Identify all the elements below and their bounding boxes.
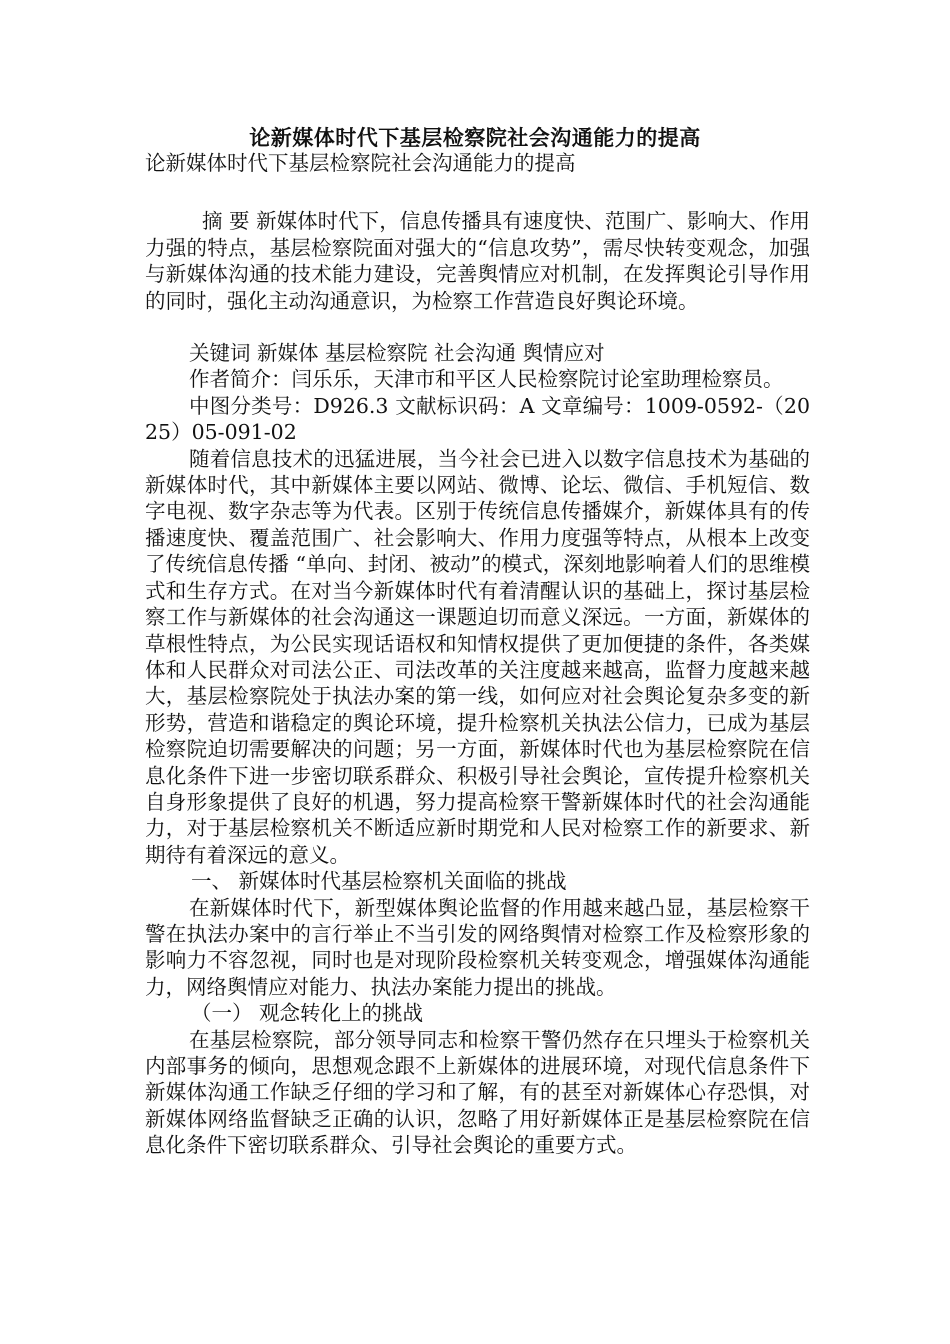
document-title: 论新媒体时代下基层检察院社会沟通能力的提高 — [249, 126, 701, 150]
subsection-heading: （一） 观念转化上的挑战 — [191, 1001, 424, 1026]
classification-info: 中图分类号：D926.3 文献标识码：A 文章编号：1009-0592-（2025）05-091-02 — [145, 393, 810, 445]
section-heading: 一、 新媒体时代基层检察机关面临的挑战 — [191, 869, 567, 894]
keywords-line: 关键词 新媒体 基层检察院 社会沟通 舆情应对 — [189, 341, 605, 366]
abstract-paragraph: 摘 要 新媒体时代下，信息传播具有速度快、范围广、影响大、作用力强的特点，基层检察院面对强大的“信息攻势”，需尽快转变观念，加强与新媒体沟通的技术能力建设，完善舆情应对机制，在发挥舆论引导作用的同时，强化主动沟通意识，为检察工作营造良好舆论环境。 — [145, 209, 810, 313]
subsection-paragraph: 在基层检察院，部分领导同志和检察干警仍然存在只埋头于检察机关内部事务的倾向，思想观念跟不上新媒体的进展环境，对现代信息条件下新媒体沟通工作缺乏仔细的学习和了解，有的甚至对新媒体心存恐惧，对新媒体网络监督缺乏正确的认识，忽略了用好新媒体正是基层检察院在信息化条件下密切联系群众、引导社会舆论的重要方式。 — [145, 1027, 810, 1158]
intro-paragraph: 随着信息技术的迅猛进展，当今社会已进入以数字信息技术为基础的新媒体时代，其中新媒体主要以网站、微博、论坛、微信、手机短信、数字电视、数字杂志等为代表。区别于传统信息传播媒介，新媒体具有的传播速度快、覆盖范围广、社会影响大、作用力度强等特点，从根本上改变了传统信息传播 “单向、封闭、被动”的模式，深刻地影响着人们的思维模式和生存方式。在对当今新媒体时代有着清醒认识的基础上，探讨基层检察工作与新媒体的社会沟通这一课题迫切而意义深远。一方面，新媒体的草根性特点，为公民实现话语权和知情权提供了更加便捷的条件，各类媒体和人民群众对司法公正、司法改革的关注度越来越高，监督力度越来越大，基层检察院处于执法办案的第一线，如何应对社会舆论复杂多变的新形势，营造和谐稳定的舆论环境，提升检察机关执法公信力，已成为基层检察院迫切需要解决的问题；另一方面，新媒体时代也为基层检察院在信息化条件下进一步密切联系群众、积极引导社会舆论，宣传提升检察机关自身形象提供了良好的机遇，努力提高检察干警新媒体时代的社会沟通能力，对于基层检察机关不断适应新时期党和人民对检察工作的新要求、新期待有着深远的意义。 — [145, 446, 810, 867]
document-subtitle: 论新媒体时代下基层检察院社会沟通能力的提高 — [145, 151, 576, 175]
author-info: 作者简介：闫乐乐，天津市和平区人民检察院讨论室助理检察员。 — [189, 367, 784, 392]
section-paragraph: 在新媒体时代下，新型媒体舆论监督的作用越来越凸显，基层检察干警在执法办案中的言行举止不当引发的网络舆情对检察工作及检察形象的影响力不容忽视，同时也是对现阶段检察机关转变观念，增强媒体沟通能力，网络舆情应对能力、执法办案能力提出的挑战。 — [145, 895, 810, 999]
spacer — [145, 176, 810, 208]
document-body — [145, 150, 810, 1159]
spacer — [145, 314, 810, 340]
